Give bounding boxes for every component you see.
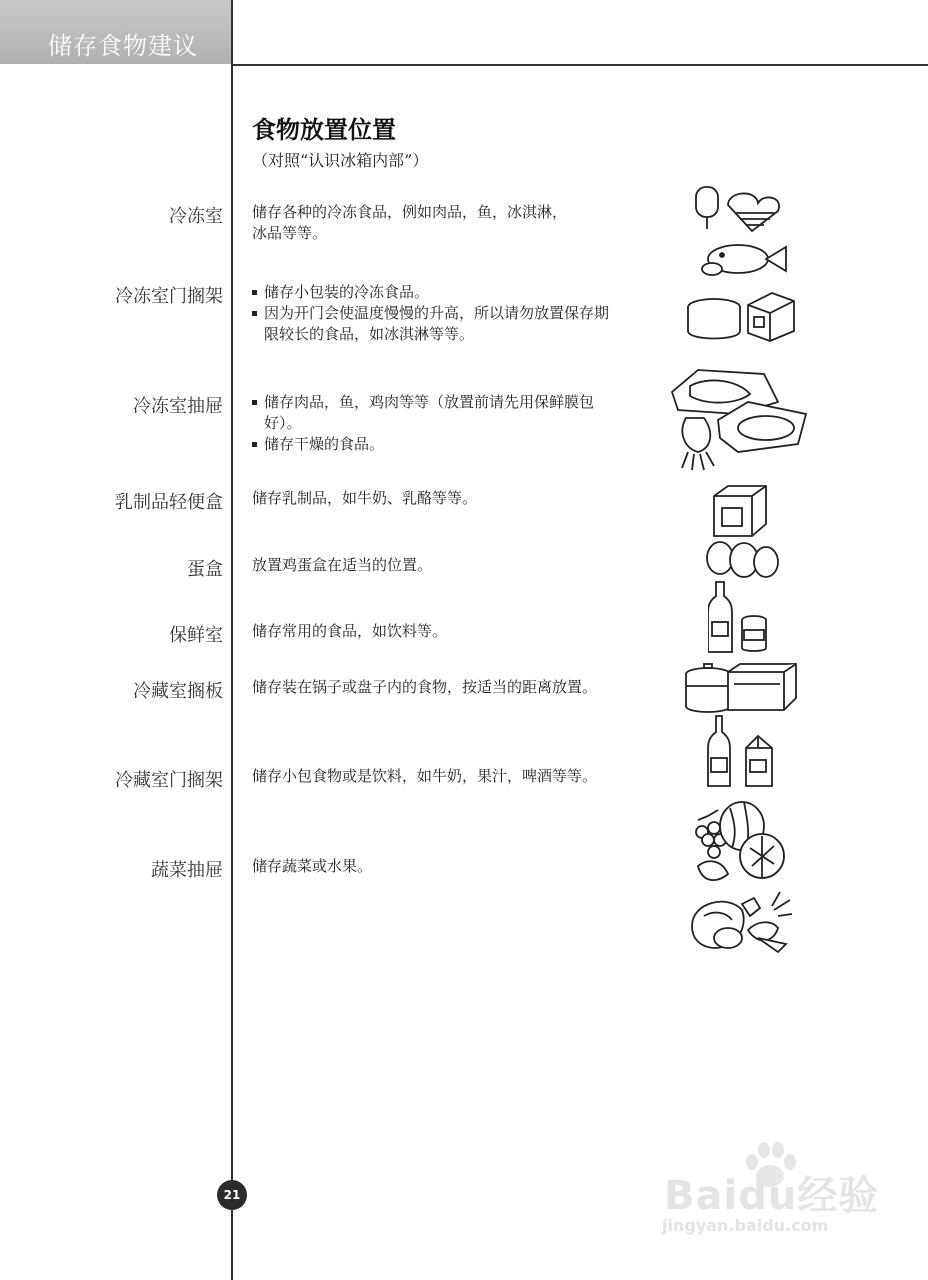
desc-line: 储存常用的食品，如饮料等。 (252, 622, 448, 640)
watermark-brand: Baidu经验 (664, 1173, 880, 1219)
header-tab (0, 0, 231, 64)
section-title: 储存食物建议 (48, 32, 198, 60)
desc-freezer-door-shelf (252, 282, 622, 345)
desc-line: 冰品等等。 (252, 224, 328, 242)
label-freezer-drawer: 冷冻室抽屉 (133, 396, 223, 417)
page-subtitle: （对照“认识冰箱内部”） (252, 151, 429, 170)
fruits-icon (688, 796, 788, 886)
desc-dairy-box (252, 488, 652, 509)
bullet-item: 储存干燥的食品。 (252, 434, 622, 455)
page-number: 21 (217, 1180, 247, 1210)
bullet-item: 因为开门会使温度慢慢的升高，所以请勿放置保存期限较长的食品，如冰淇淋等等。 (252, 303, 622, 345)
label-freezer: 冷冻室 (169, 206, 223, 227)
desc-line: 放置鸡蛋盒在适当的位置。 (252, 556, 433, 574)
desc-line: 储存装在锅子或盘子内的食物，按适当的距离放置。 (252, 678, 598, 696)
label-egg-box: 蛋盒 (187, 559, 223, 580)
desc-line: 储存蔬菜或水果。 (252, 857, 373, 875)
vegetables-icon (688, 886, 794, 956)
desc-freezer (252, 202, 612, 244)
bottle-milk-carton-icon (706, 714, 778, 790)
dairy-box-icon (710, 482, 770, 540)
label-dairy-box: 乳制品轻便盒 (115, 492, 223, 513)
desc-vegetable-drawer (252, 856, 652, 877)
cans-packages-icon (686, 285, 801, 345)
margin-rule (231, 0, 233, 1280)
desc-line: 储存乳制品，如牛奶、乳酪等等。 (252, 489, 478, 507)
desc-line: 储存各种的冷冻食品，例如肉品，鱼，冰淇淋， (252, 203, 568, 221)
pot-container-icon (684, 660, 800, 716)
label-fridge-shelf: 冷藏室搁板 (133, 681, 223, 702)
desc-fridge-shelf (252, 677, 672, 698)
header-rule (231, 64, 928, 66)
eggs-icon (704, 540, 780, 582)
page-title: 食物放置位置 (252, 116, 396, 144)
desc-fresh-room (252, 621, 652, 642)
desc-freezer-drawer (252, 392, 622, 455)
bottle-can-icon (708, 580, 772, 656)
ice-cream-fish-icon (686, 183, 796, 283)
label-freezer-door-shelf: 冷冻室门搁架 (115, 286, 223, 307)
label-fresh-room: 保鲜室 (169, 625, 223, 646)
desc-line: 储存小包食物或是饮料，如牛奶，果汁，啤酒等等。 (252, 767, 598, 785)
desc-fridge-door-shelf (252, 766, 672, 787)
label-fridge-door-shelf: 冷藏室门搁架 (115, 770, 223, 791)
bullet-item: 储存小包装的冷冻食品。 (252, 282, 622, 303)
meat-fish-squid-icon (668, 362, 808, 474)
watermark-url: jingyan.baidu.com (662, 1216, 829, 1235)
baidu-watermark (660, 1150, 880, 1240)
bullet-item: 储存肉品，鱼，鸡肉等等（放置前请先用保鲜膜包好）。 (252, 392, 622, 434)
label-vegetable-drawer: 蔬菜抽屉 (151, 860, 223, 881)
desc-egg-box (252, 555, 652, 576)
